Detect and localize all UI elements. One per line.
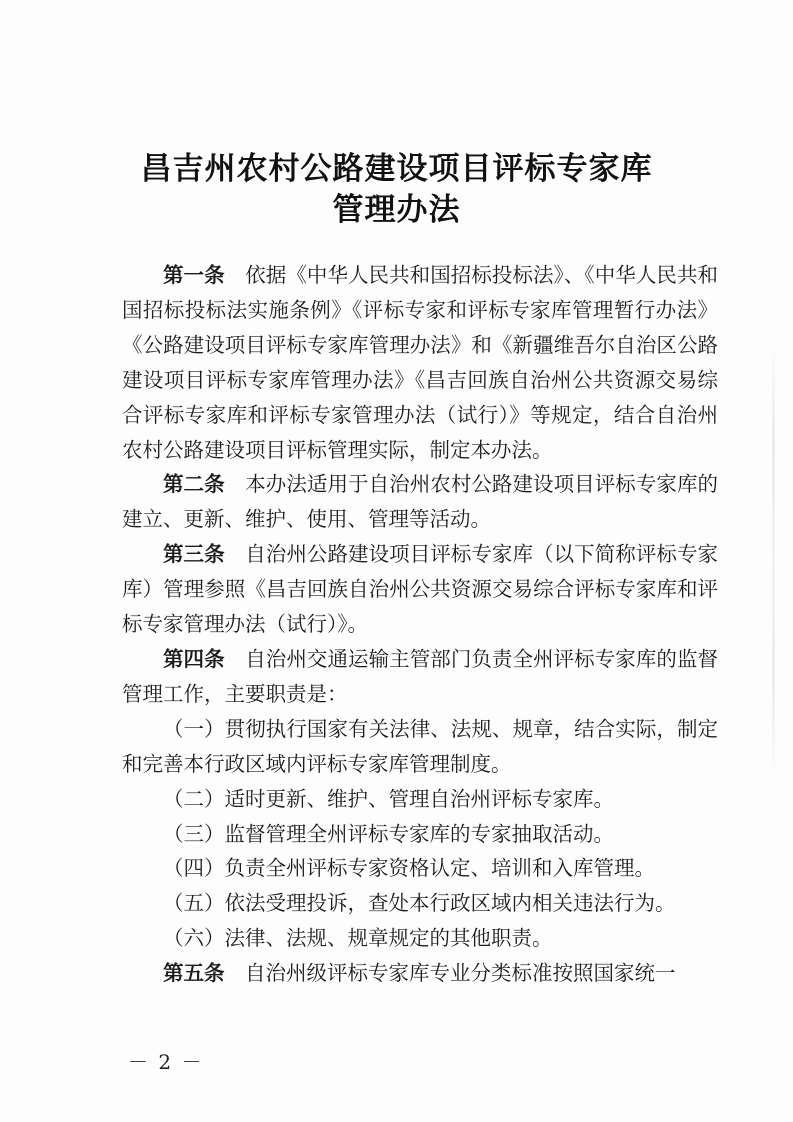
article-heading: 第五条	[163, 961, 225, 986]
document-title-line-2: 管理办法	[332, 192, 461, 228]
article-5	[122, 956, 718, 991]
article-2	[122, 467, 718, 537]
article-text: 自治州公路建设项目评标专家库（以下简称评标专家库）管理参照《昌吉回族自治州公共资源交易综合评标专家库和评标专家管理办法（试行）》。	[122, 542, 719, 637]
article-heading: 第一条	[163, 263, 225, 287]
document-body	[122, 258, 718, 991]
article-heading: 第二条	[163, 472, 225, 497]
article-text: 依据《中华人民共和国招标投标法》、《中华人民共和国招标投标法实施条例》《评标专家和评标专家库管理暂行办法》《公路建设项目评标专家库管理办法》和《新疆维吾尔自治区公路建设项目评标专家库管理办法》《昌吉回族自治州公共资源交易综合评标专家库和评标专家管理办法（试行）》等规定，结合自治州农村公路建设项目评标管理实际，制定本办法。	[122, 263, 719, 462]
scan-edge-shadow	[772, 332, 775, 792]
article-text: 本办法适用于自治州农村公路建设项目评标专家库的建立、更新、维护、使用、管理等活动。	[122, 472, 719, 532]
article-3	[122, 537, 718, 642]
article-text: 自治州级评标专家库专业分类标准按照国家统一	[245, 961, 676, 986]
duty-item-1: （一）贯彻执行国家有关法律、法规、规章，结合实际，制定和完善本行政区域内评标专家库管理制度。	[122, 716, 718, 776]
article-4	[122, 642, 718, 712]
duty-item-4: （四）负责全州评标专家资格认定、培训和入库管理。	[163, 856, 655, 881]
article-heading: 第三条	[163, 542, 225, 567]
document-title-line-1: 昌吉州农村公路建设项目评标专家库	[140, 151, 653, 187]
page-number: － 2 －	[128, 1050, 204, 1074]
article-text: 自治州交通运输主管部门负责全州评标专家库的监督管理工作，主要职责是：	[122, 646, 719, 706]
duty-item-6: （六）法律、法规、规章规定的其他职责。	[163, 926, 553, 951]
duty-item-3: （三）监督管理全州评标专家库的专家抽取活动。	[163, 821, 614, 846]
article-heading: 第四条	[163, 646, 225, 671]
duty-item-2: （二）适时更新、维护、管理自治州评标专家库。	[163, 786, 614, 811]
duty-item-5: （五）依法受理投诉，查处本行政区域内相关违法行为。	[163, 891, 676, 916]
article-1	[122, 258, 718, 467]
